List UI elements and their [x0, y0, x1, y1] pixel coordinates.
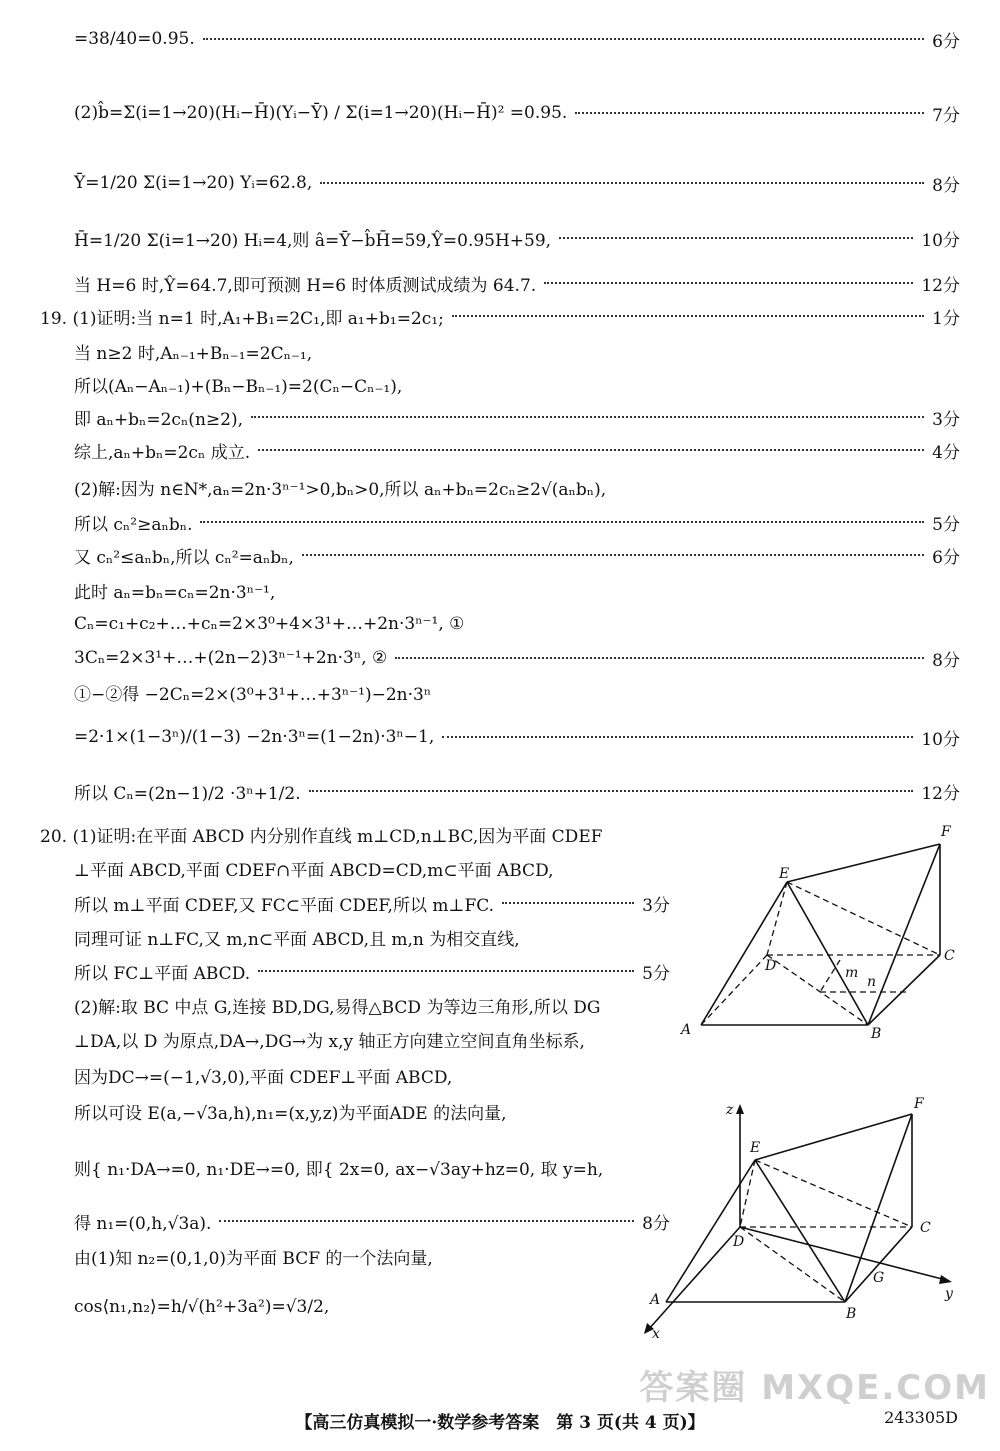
line-score: 8分 — [642, 1213, 670, 1234]
line-32 — [74, 1292, 670, 1322]
label-x: x — [652, 1326, 660, 1342]
line-text: 即 aₙ+bₙ=2cₙ(n≥2), — [74, 409, 243, 430]
line-30 — [74, 1206, 670, 1236]
dot-leader — [251, 416, 924, 418]
label-C: C — [920, 1220, 931, 1236]
line-28 — [74, 1096, 670, 1126]
line-10 — [74, 435, 960, 465]
dot-leader — [258, 449, 924, 451]
line-7 — [74, 336, 960, 366]
line-27 — [74, 1060, 670, 1090]
line-8 — [74, 369, 960, 399]
line-text: 则{ n₁·DA→=0, n₁·DE→=0, 即{ 2x=0, ax−√3ay+hz=0, 取 y=h, — [74, 1159, 604, 1180]
line-text: H̄=1/20 Σ(i=1→20) Hᵢ=4,则 â=Ȳ−b̂H̄=59,Ŷ=0.95H+59, — [74, 230, 552, 251]
geometry-figure-1 — [675, 820, 975, 1050]
dot-leader — [320, 182, 924, 184]
dot-leader — [575, 112, 924, 114]
line-score: 8分 — [932, 175, 960, 196]
label-B: B — [846, 1306, 857, 1322]
line-29 — [74, 1152, 670, 1182]
line-1 — [74, 24, 960, 54]
line-text: 3Cₙ=2×3¹+…+(2n−2)3ⁿ⁻¹+2n·3ⁿ, ② — [74, 648, 388, 668]
line-text: (2)解:取 BC 中点 G,连接 BD,DG,易得△BCD 为等边三角形,所以 DG — [74, 997, 601, 1018]
line-score: 7分 — [932, 105, 960, 126]
line-score: 10分 — [921, 230, 960, 251]
line-text: (2)b̂=Σ(i=1→20)(Hᵢ−H̄)(Yᵢ−Ȳ) / Σ(i=1→20)(Hᵢ−H̄)² =0.95. — [74, 103, 568, 123]
label-D: D — [733, 1234, 745, 1250]
dot-leader — [544, 282, 913, 284]
line-22 — [74, 888, 670, 918]
line-23 — [74, 922, 670, 952]
line-text: (2)解:因为 n∈N*,aₙ=2n·3ⁿ⁻¹>0,bₙ>0,所以 aₙ+bₙ=2cₙ≥2√(aₙbₙ), — [74, 479, 607, 500]
line-16 — [74, 643, 960, 673]
dot-leader — [452, 315, 924, 317]
line-text: 又 cₙ²≤aₙbₙ,所以 cₙ²=aₙbₙ, — [74, 547, 294, 568]
label-z: z — [726, 1102, 734, 1118]
dot-leader — [502, 902, 634, 904]
geometry-figure-2 — [630, 1092, 970, 1342]
dot-leader — [302, 554, 924, 556]
line-21 — [74, 853, 670, 883]
line-text: 所以 cₙ²≥aₙbₙ. — [74, 514, 193, 535]
line-text: 所以 m⊥平面 CDEF,又 FC⊂平面 CDEF,所以 m⊥FC. — [74, 895, 495, 916]
line-text: Ȳ=1/20 Σ(i=1→20) Yᵢ=62.8, — [74, 173, 313, 193]
line-text: 同理可证 n⊥FC,又 m,n⊂平面 ABCD,且 m,n 为相交直线, — [74, 929, 520, 950]
line-text: ⊥DA,以 D 为原点,DA→,DG→为 x,y 轴正方向建立空间直角坐标系, — [74, 1031, 585, 1052]
line-25 — [74, 990, 670, 1020]
line-score: 6分 — [932, 547, 960, 568]
dot-leader — [200, 521, 924, 523]
label-C: C — [944, 948, 955, 964]
label-A: A — [650, 1292, 661, 1308]
label-n: n — [867, 974, 877, 990]
line-text: ⊥平面 ABCD,平面 CDEF∩平面 ABCD=CD,m⊂平面 ABCD, — [74, 860, 554, 881]
line-6 — [40, 301, 960, 331]
line-4 — [74, 223, 960, 253]
line-text: 所以 FC⊥平面 ABCD. — [74, 963, 251, 984]
line-score: 3分 — [932, 409, 960, 430]
line-14 — [74, 575, 960, 605]
line-text: 所以 Cₙ=(2n−1)/2 ·3ⁿ+1/2. — [74, 783, 301, 804]
line-text: 所以(Aₙ−Aₙ₋₁)+(Bₙ−Bₙ₋₁)=2(Cₙ−Cₙ₋₁), — [74, 376, 403, 397]
line-text: Cₙ=c₁+c₂+…+cₙ=2×3⁰+4×3¹+…+2n·3ⁿ⁻¹, ① — [74, 614, 465, 634]
watermark: 答案圈 MXQE.COM — [639, 1368, 990, 1408]
line-score: 6分 — [932, 31, 960, 52]
label-E: E — [750, 1140, 761, 1156]
line-text: 由(1)知 n₂=(0,1,0)为平面 BCF 的一个法向量, — [74, 1248, 433, 1269]
label-F: F — [941, 824, 951, 840]
line-score: 12分 — [921, 275, 960, 296]
line-5 — [74, 268, 960, 298]
line-score: 5分 — [932, 514, 960, 535]
label-y: y — [945, 1286, 953, 1302]
line-11 — [74, 472, 960, 502]
line-2 — [74, 98, 960, 128]
dot-leader — [309, 790, 914, 792]
line-text: 因为DC→=(−1,√3,0),平面 CDEF⊥平面 ABCD, — [74, 1067, 453, 1088]
line-17 — [74, 677, 960, 707]
line-text: 所以可设 E(a,−√3a,h),n₁=(x,y,z)为平面ADE 的法向量, — [74, 1103, 507, 1124]
line-13 — [74, 540, 960, 570]
line-text: cos⟨n₁,n₂⟩=h/√(h²+3a²)=√3/2, — [74, 1297, 330, 1317]
label-A: A — [681, 1022, 692, 1038]
line-text: =2·1×(1−3ⁿ)/(1−3) −2n·3ⁿ=(1−2n)·3ⁿ−1, — [74, 727, 435, 747]
line-9 — [74, 402, 960, 432]
line-3 — [74, 168, 960, 198]
dot-leader — [258, 970, 634, 972]
line-text: ①−②得 −2Cₙ=2×(3⁰+3¹+…+3ⁿ⁻¹)−2n·3ⁿ — [74, 684, 432, 705]
label-E: E — [779, 866, 790, 882]
line-19 — [74, 776, 960, 806]
line-24 — [74, 956, 670, 986]
line-15 — [74, 609, 960, 639]
line-score: 8分 — [932, 650, 960, 671]
line-score: 10分 — [921, 729, 960, 750]
dot-leader — [219, 1220, 634, 1222]
line-score: 5分 — [642, 963, 670, 984]
line-text: 当 n≥2 时,Aₙ₋₁+Bₙ₋₁=2Cₙ₋₁, — [74, 343, 313, 364]
line-text: 此时 aₙ=bₙ=cₙ=2n·3ⁿ⁻¹, — [74, 582, 276, 603]
line-text: 综上,aₙ+bₙ=2cₙ 成立. — [74, 442, 251, 463]
line-12 — [74, 507, 960, 537]
dot-leader — [395, 657, 924, 659]
document-code: 243305D — [884, 1408, 958, 1427]
page-footer: 【高三仿真模拟一·数学参考答案 第 3 页(共 4 页)】 — [295, 1413, 705, 1433]
line-score: 4分 — [932, 442, 960, 463]
dot-leader — [559, 237, 913, 239]
dot-leader — [442, 736, 913, 738]
line-score: 1分 — [932, 308, 960, 329]
label-G: G — [873, 1270, 885, 1286]
line-20 — [40, 819, 670, 849]
line-text: 当 H=6 时,Ŷ=64.7,即可预测 H=6 时体质测试成绩为 64.7. — [74, 275, 537, 296]
line-score: 3分 — [642, 895, 670, 916]
label-F: F — [914, 1096, 924, 1112]
line-score: 12分 — [921, 783, 960, 804]
dot-leader — [203, 38, 924, 40]
label-m: m — [845, 965, 859, 981]
line-31 — [74, 1241, 670, 1271]
line-text: 得 n₁=(0,h,√3a). — [74, 1213, 212, 1234]
line-18 — [74, 722, 960, 752]
line-text: 20. (1)证明:在平面 ABCD 内分别作直线 m⊥CD,n⊥BC,因为平面 CDEF — [40, 826, 603, 847]
line-26 — [74, 1024, 670, 1054]
label-B: B — [871, 1026, 882, 1042]
line-text: 19. (1)证明:当 n=1 时,A₁+B₁=2C₁,即 a₁+b₁=2c₁; — [40, 308, 444, 329]
line-text: =38/40=0.95. — [74, 29, 195, 49]
label-D: D — [765, 958, 777, 974]
